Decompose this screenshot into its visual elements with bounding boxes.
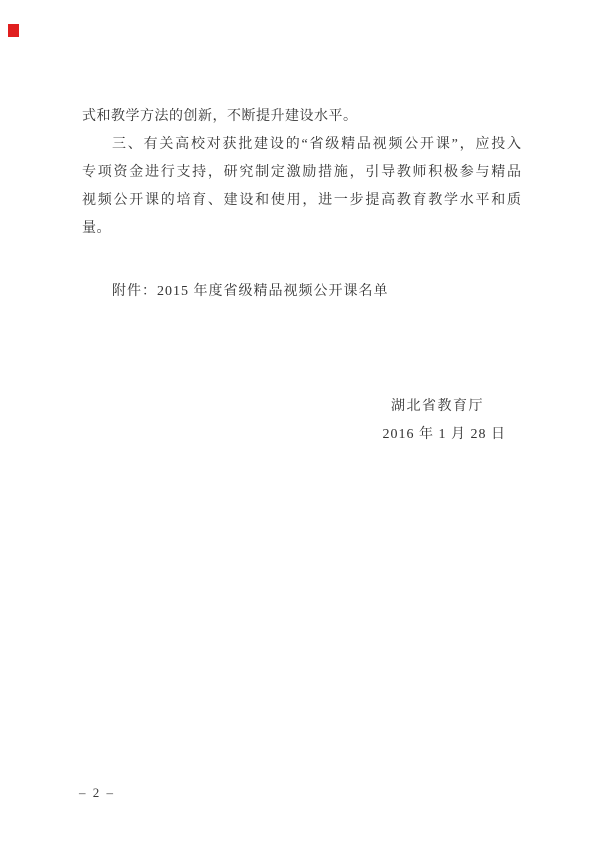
page-number: – 2 –: [79, 785, 115, 800]
document-body: [82, 103, 522, 449]
date-line: 2016 年 1 月 28 日: [382, 427, 506, 442]
body-line-5: 量。: [82, 221, 111, 236]
body-line-3: 专项资金进行支持，研究制定激励措施，引导教师积极参与精品: [82, 165, 522, 180]
attachment-line: 附件：2015 年度省级精品视频公开课名单: [112, 284, 389, 299]
signature-line: 湖北省教育厅: [391, 399, 484, 414]
body-line-4: 视频公开课的培育、建设和使用，进一步提高教育教学水平和质: [82, 193, 522, 208]
body-line-1: 式和教学方法的创新，不断提升建设水平。: [82, 109, 358, 124]
body-line-2: 三、有关高校对获批建设的“省级精品视频公开课”，应投入: [112, 137, 522, 152]
red-marker: [8, 24, 19, 37]
